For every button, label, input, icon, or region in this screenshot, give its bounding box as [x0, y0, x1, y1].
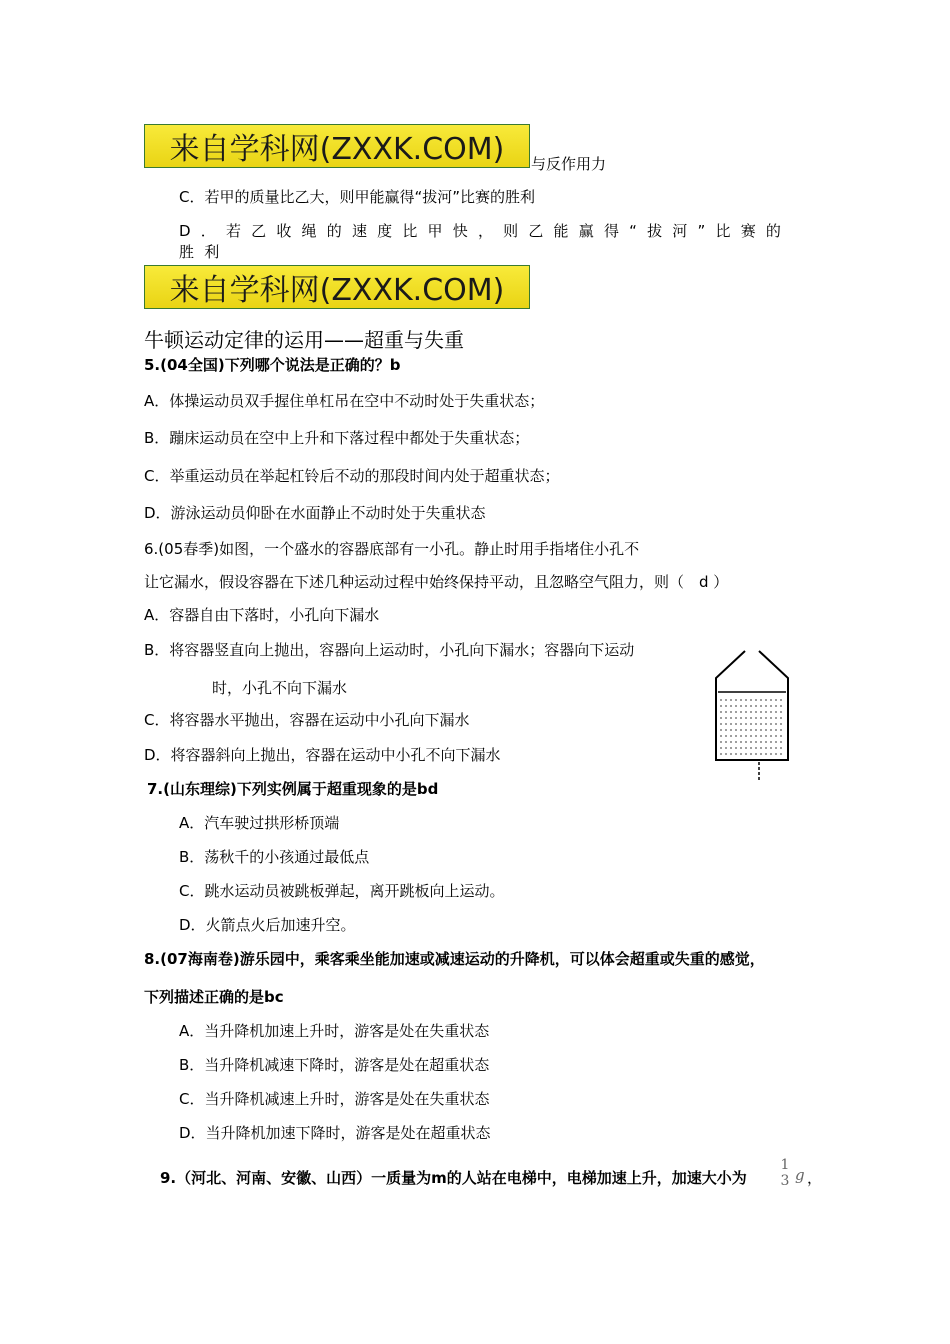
question-7: 7.(山东理综)下列实例属于超重现象的是bd — [147, 780, 439, 798]
q5-option-c: C．举重运动员在举起杠铃后不动的那段时间内处于超重状态； — [144, 467, 560, 485]
question-8-line1: 8.(07海南卷)游乐园中，乘客乘坐能加速或减速运动的升降机，可以体会超重或失重的感觉， — [144, 950, 765, 968]
gravity-symbol: g — [795, 1166, 805, 1184]
option-d — [179, 220, 805, 262]
section-title: 牛顿运动定律的运用——超重与失重 — [144, 328, 464, 352]
comma: ， — [807, 1169, 823, 1187]
q6-option-b-line1: B．将容器竖直向上抛出，容器向上运动时，小孔向下漏水；容器向下运动 — [144, 641, 635, 659]
q8-option-a: A．当升降机加速上升时，游客是处在失重状态 — [179, 1022, 490, 1040]
watermark-text: 来自学科网(ZXXK.COM) — [169, 273, 505, 308]
fraction-one-third — [778, 1157, 792, 1189]
water-fill — [718, 692, 786, 754]
watermark-banner-2 — [144, 265, 530, 309]
q7-option-a: A．汽车驶过拱形桥顶端 — [179, 814, 340, 832]
q6-option-a: A．容器自由下落时，小孔向下漏水 — [144, 606, 380, 624]
q6-option-d: D．将容器斜向上抛出，容器在运动中小孔不向下漏水 — [144, 746, 501, 764]
fraction-denominator: 3 — [780, 1173, 790, 1189]
q7-option-c: C．跳水运动员被跳板弹起，离开跳板向上运动。 — [179, 882, 505, 900]
option-c: C．若甲的质量比乙大，则甲能赢得“拔河”比赛的胜利 — [179, 188, 536, 206]
q5-option-b: B．蹦床运动员在空中上升和下落过程中都处于失重状态； — [144, 429, 530, 447]
question-8-line2: 下列描述正确的是bc — [144, 988, 284, 1006]
q8-option-d: D．当升降机加速下降时，游客是处在超重状态 — [179, 1124, 491, 1142]
q5-option-d: D．游泳运动员仰卧在水面静止不动时处于失重状态 — [144, 504, 486, 522]
q6-option-c: C．将容器水平抛出，容器在运动中小孔向下漏水 — [144, 711, 470, 729]
q7-option-d: D．火箭点火后加速升空。 — [179, 916, 356, 934]
fraction-numerator: 1 — [780, 1157, 790, 1173]
watermark-text: 来自学科网(ZXXK.COM) — [169, 132, 505, 167]
question-9: 9.（河北、河南、安徽、山西）一质量为m的人站在电梯中，电梯加速上升，加速大小为 — [160, 1169, 747, 1187]
option-d-text: D．若乙收绳的速度比甲快，则乙能赢得“拔河”比赛的胜利 — [179, 222, 792, 261]
q7-option-b: B．荡秋千的小孩通过最低点 — [179, 848, 370, 866]
text-line: 与反作用力 — [531, 155, 607, 173]
container-outline — [716, 651, 788, 760]
q8-option-b: B．当升降机减速下降时，游客是处在超重状态 — [179, 1056, 490, 1074]
question-5: 5.(04全国)下列哪个说法是正确的？b — [144, 356, 401, 374]
q8-option-c: C．当升降机减速上升时，游客是处在失重状态 — [179, 1090, 490, 1108]
question-6-line1: 6.(05春季)如图，一个盛水的容器底部有一小孔。静止时用手指堵住小孔不 — [144, 540, 640, 558]
water-container-diagram — [712, 648, 806, 782]
question-6-line2: 让它漏水，假设容器在下述几种运动过程中始终保持平动，且忽略空气阻力，则（ d ） — [144, 573, 729, 591]
q6-option-b-line2: 时，小孔不向下漏水 — [212, 679, 348, 697]
q5-option-a: A．体操运动员双手握住单杠吊在空中不动时处于失重状态； — [144, 392, 545, 410]
watermark-banner-1 — [144, 124, 530, 168]
